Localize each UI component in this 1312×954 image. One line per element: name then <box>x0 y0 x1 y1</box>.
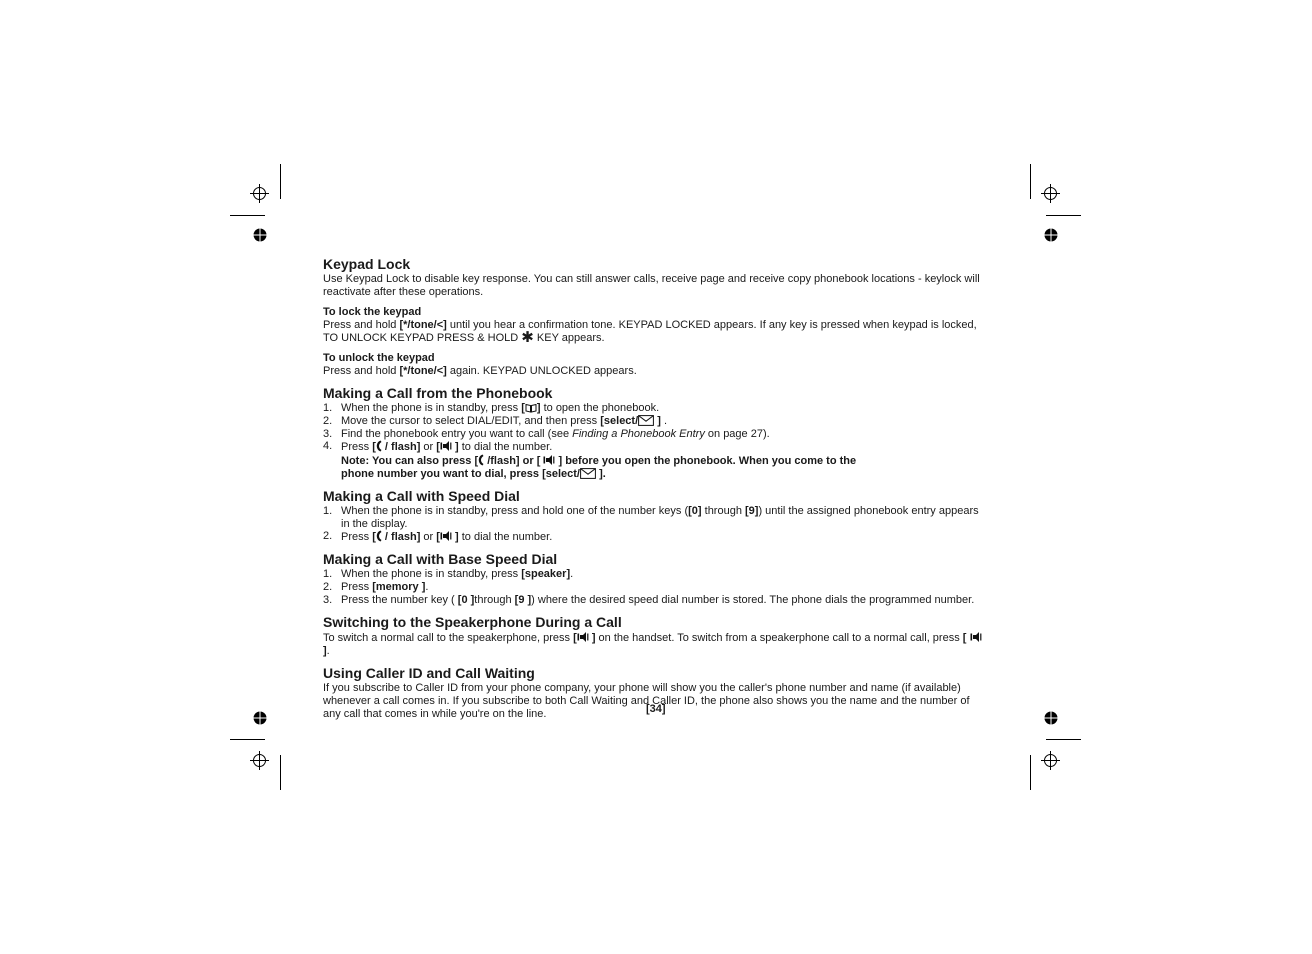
speaker-icon <box>577 631 589 643</box>
steps-list <box>323 402 988 481</box>
registration-dot-icon <box>253 711 267 725</box>
registration-dot-icon <box>1044 228 1058 242</box>
section-title: Making a Call with Base Speed Dial <box>323 551 558 568</box>
subheading-unlock: To unlock the keypad <box>323 352 435 364</box>
steps-list <box>323 505 988 544</box>
phonebook-icon <box>525 403 537 413</box>
section-speakerphone <box>323 614 988 658</box>
lock-instructions: Press and hold [*/tone/<] until you hear a confirmation tone. KEYPAD LOCKED appears. If any key is pressed when keypad is locked, TO UNLOCK KEYPAD PRESS & HOLD ✱ KEY appears. <box>323 319 977 346</box>
registration-mark-icon <box>1041 184 1060 203</box>
speakerphone-text: To switch a normal call to the speakerphone, press [ ] on the handset. To switch from a speakerphone call to a normal call, press [ ]. <box>323 631 988 658</box>
registration-mark-icon <box>250 751 269 770</box>
speaker-icon <box>970 631 982 643</box>
registration-dot-icon <box>1044 711 1058 725</box>
key-label: [*/tone/<] <box>399 319 447 331</box>
registration-mark-icon <box>1041 751 1060 770</box>
list-item: 2. Press [ / flash] or [ ] to dial the number. <box>323 530 553 544</box>
envelope-icon <box>580 468 596 479</box>
registration-dot-icon <box>253 228 267 242</box>
section-title: Keypad Lock <box>323 256 411 272</box>
key-label: [*/tone/<] <box>399 365 447 377</box>
note-text: Note: You can also press [ /flash] or [ ] before you open the phonebook. When you come to the <box>341 455 857 468</box>
list-item: 3. Find the phonebook entry you want to call (see Finding a Phonebook Entry on page 27). <box>323 427 770 440</box>
note-text: phone number you want to dial, press [select/ ]. <box>341 467 606 480</box>
crop-line <box>1030 755 1031 790</box>
unlock-instructions: Press and hold [*/tone/<] again. KEYPAD UNLOCKED appears. <box>323 365 637 377</box>
registration-mark-icon <box>250 184 269 203</box>
section-base-speed-dial <box>323 551 988 606</box>
section-speed-dial <box>323 488 988 544</box>
steps-list <box>323 568 988 606</box>
speaker-icon <box>543 454 555 466</box>
star-key-icon: ✱ <box>521 328 534 346</box>
crop-line <box>1046 739 1081 740</box>
list-item: 3. Press the number key ( [0 ]through [9 ]) where the desired speed dial number is stored. The phone dials the programmed number. <box>323 593 975 606</box>
subheading-lock: To lock the keypad <box>323 306 422 318</box>
section-title: Making a Call from the Phonebook <box>323 385 553 401</box>
crop-line <box>280 164 281 199</box>
section-title: Making a Call with Speed Dial <box>323 487 520 504</box>
section-title: Switching to the Speakerphone During a Call <box>323 613 622 630</box>
crop-line <box>1046 215 1081 216</box>
crop-line <box>280 755 281 790</box>
list-item: 2. Press [memory ]. <box>323 580 429 593</box>
crop-line <box>230 739 265 740</box>
caller-id-text: If you subscribe to Caller ID from your phone company, your phone will show you the caller's phone number and name (if available) whenever a call comes in. If you subscribe to both Call Waiting and Caller ID, the phone also shows you the name and the number of any call that comes in while you're on the line. <box>323 681 970 720</box>
list-item: 1. When the phone is in standby, press and hold one of the number keys ([0] through [9]) until the assigned phonebook entry appears in the display. <box>323 504 979 530</box>
list-item: 1. When the phone is in standby, press [speaker]. <box>323 568 574 581</box>
section-phonebook-call <box>323 385 988 481</box>
page-number: [34] <box>646 703 666 715</box>
page-content <box>323 256 988 721</box>
list-item: 2. Move the cursor to select DIAL/EDIT, and then press [select/ ] . <box>323 414 668 427</box>
section-keypad-lock <box>323 256 988 378</box>
speaker-icon <box>440 440 452 452</box>
section-title: Using Caller ID and Call Waiting <box>323 664 535 681</box>
crop-line <box>230 215 265 216</box>
section-intro: Use Keypad Lock to disable key response. You can still answer calls, receive page and receive copy phonebook locations - keylock will reactivate after these operations. <box>323 273 980 298</box>
list-item: 4. Press [ / flash] or [ ] to dial the number. Note: You can also press [ /flash] or [ ] before you open the phonebook. When you come to the phone number you want to dial, press [select/ ]. <box>323 440 988 480</box>
list-item: 1. When the phone is in standby, press [ ] to open the phonebook. <box>323 402 660 414</box>
envelope-icon <box>638 415 654 426</box>
crop-line <box>1030 164 1031 199</box>
speaker-icon <box>440 530 452 542</box>
